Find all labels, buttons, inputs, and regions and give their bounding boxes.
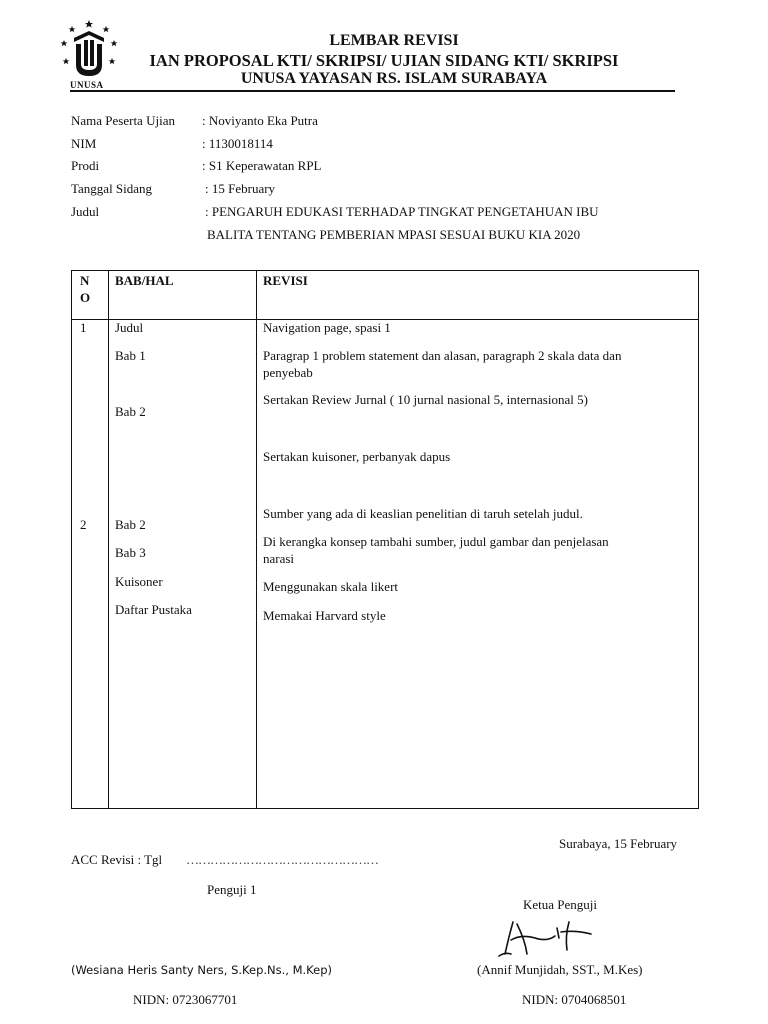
date-value: : 15 February (205, 181, 276, 196)
row2-bab-3: Bab 3 (115, 545, 146, 560)
row1-bab-judul: Judul (115, 320, 144, 335)
row1-bab-1: Bab 1 (115, 348, 146, 363)
ketua-name: (Annif Munjidah, SST., M.Kes) (477, 962, 643, 977)
revision-table (71, 270, 699, 809)
ketua-nidn: NIDN: 0704068501 (522, 992, 627, 1007)
header-no-2: O (80, 290, 91, 305)
header-no-1: N (80, 273, 90, 288)
row2-kuisoner: Kuisoner (115, 574, 163, 589)
city-date: Surabaya, 15 February (559, 836, 678, 851)
document-subtitle: IAN PROPOSAL KTI/ SKRIPSI/ UJIAN SIDANG KTI/ SKRIPSI (149, 51, 619, 70)
name-label: Nama Peserta Ujian (71, 113, 175, 128)
col-divider (256, 271, 257, 808)
row2-bab-2: Bab 2 (115, 517, 146, 532)
penguji-nidn: NIDN: 0723067701 (133, 992, 238, 1007)
acc-date-blank: ………………………………………… (186, 852, 378, 867)
row1-revisi-2a: Paragrap 1 problem statement dan alasan, paragraph 2 skala data dan (263, 348, 622, 363)
header-revisi: REVISI (263, 273, 308, 288)
acc-label: ACC Revisi : Tgl (71, 852, 163, 867)
row1-revisi-4: Sertakan kuisoner, perbanyak dapus (263, 449, 451, 464)
institution-name: UNUSA YAYASAN RS. ISLAM SURABAYA (240, 70, 548, 87)
prodi-label: Prodi (71, 158, 100, 173)
row1-bab-2: Bab 2 (115, 404, 146, 419)
ketua-signature-icon (495, 912, 605, 960)
row2-revisi-2a: Di kerangka konsep tambahi sumber, judul gambar dan penjelasan (263, 534, 609, 549)
row2-revisi-2b: narasi (263, 551, 295, 566)
col-divider (108, 271, 109, 808)
ketua-label: Ketua Penguji (523, 897, 598, 912)
row1-revisi-2b: penyebab (263, 365, 313, 380)
judul-value-line2: BALITA TENTANG PEMBERIAN MPASI SESUAI BUKU KIA 2020 (207, 227, 581, 242)
name-value: : Noviyanto Eka Putra (202, 113, 318, 128)
row1-no: 1 (80, 320, 87, 335)
penguji-name: (Wesiana Heris Santy Ners, S.Kep.Ns., M.Kep) (71, 963, 333, 977)
row2-revisi-4: Memakai Harvard style (263, 608, 386, 623)
document-title: LEMBAR REVISI (329, 32, 459, 49)
row2-no: 2 (80, 517, 87, 532)
date-label: Tanggal Sidang (71, 181, 153, 196)
row2-daftar-pustaka: Daftar Pustaka (115, 602, 192, 617)
prodi-value: : S1 Keperawatan RPL (202, 158, 322, 173)
row2-revisi-1: Sumber yang ada di keaslian penelitian di taruh setelah judul. (263, 506, 583, 521)
header-bab: BAB/HAL (115, 273, 174, 288)
nim-value: : 1130018114 (202, 136, 273, 151)
penguji-label: Penguji 1 (207, 882, 257, 897)
logo-caption: UNUSA (70, 80, 104, 90)
row1-revisi-3: Sertakan Review Jurnal ( 10 jurnal nasional 5, internasional 5) (263, 392, 588, 407)
row2-revisi-3: Menggunakan skala likert (263, 579, 399, 594)
judul-value-line1: : PENGARUH EDUKASI TERHADAP TINGKAT PENGETAHUAN IBU (205, 204, 599, 219)
header-divider (70, 90, 675, 92)
judul-label: Judul (71, 204, 100, 219)
row1-revisi-1: Navigation page, spasi 1 (263, 320, 391, 335)
nim-label: NIM (71, 136, 97, 151)
